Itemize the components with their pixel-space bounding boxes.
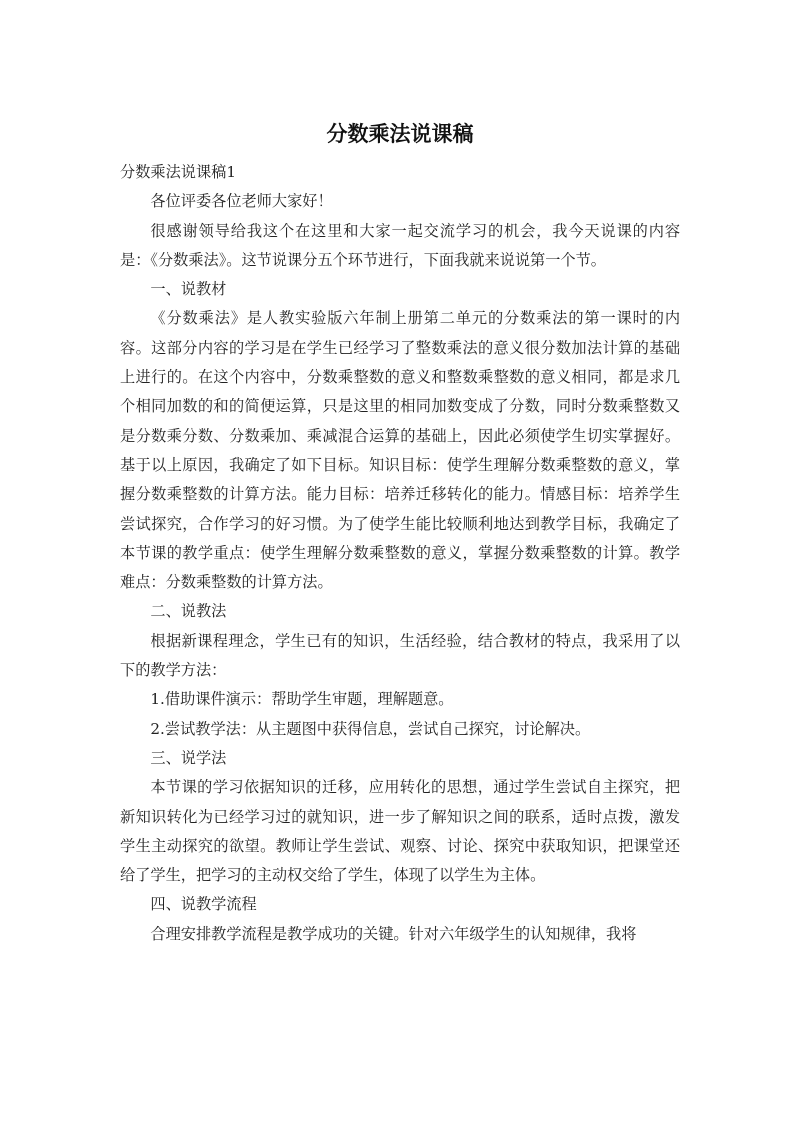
section-heading-teaching-method: 二、说教法 [150,602,227,621]
document-subtitle: 分数乘法说课稿1 [120,163,236,181]
greeting-line: 各位评委各位老师大家好！ [150,192,333,211]
section-heading-textbook: 一、说教材 [150,280,227,299]
section-body-teaching-method: 根据新课程理念，学生已有的知识，生活经验，结合教材的特点，我采用了以下的教学方法： [120,631,680,680]
section-body-textbook: 《分数乘法》是人教实验版六年制上册第二单元的分数乘法的第一课时的内容。这部分内容的学习是在学生已经学习了整数乘法的意义很分数加法计算的基础上进行的。在这个内容中，分数乘整数的意义和整数乘整数的意义相同，都是求几个相同加数的和的简便运算，只是这里的相同加数变成了分数，同时分数乘整数又是分数乘分数、分数乘加、乘减混合运算的基础上，因此必须使学生切实掌握好。基于以上原因，我确定了如下目标。知识目标：使学生理解分数乘整数的意义，掌握分数乘整数的计算方法。能力目标：培养迁移转化的能力。情感目标：培养学生尝试探究，合作学习的好习惯。为了使学生能比较顺利地达到教学目标，我确定了本节课的教学重点：使学生理解分数乘整数的意义，掌握分数乘整数的计算。教学难点：分数乘整数的计算方法。 [120,309,680,592]
intro-paragraph: 很感谢领导给我这个在这里和大家一起交流学习的机会，我今天说课的内容是：《分数乘法》。这节说课分五个环节进行，下面我就来说说第一个节。 [120,221,680,269]
section-body-teaching-process: 合理安排教学流程是教学成功的关键。针对六年级学生的认知规律，我将 [150,924,637,943]
section-heading-teaching-process: 四、说教学流程 [150,895,257,914]
teaching-method-item-2: 2.尝试教学法：从主题图中获得信息，尝试自己探究，讨论解决。 [150,719,591,738]
document-title: 分数乘法说课稿 [326,122,474,146]
teaching-method-item-1: 1.借助课件演示：帮助学生审题，理解题意。 [150,690,454,709]
section-body-learning-method: 本节课的学习依据知识的迁移，应用转化的思想，通过学生尝试自主探究，把新知识转化为已经学习过的就知识，进一步了解知识之间的联系，适时点拨，激发学生主动探究的欲望。教师让学生尝试、观察、讨论、探究中获取知识，把课堂还给了学生，把学习的主动权交给了学生，体现了以学生为主体。 [120,778,680,885]
section-heading-learning-method: 三、说学法 [150,748,227,767]
